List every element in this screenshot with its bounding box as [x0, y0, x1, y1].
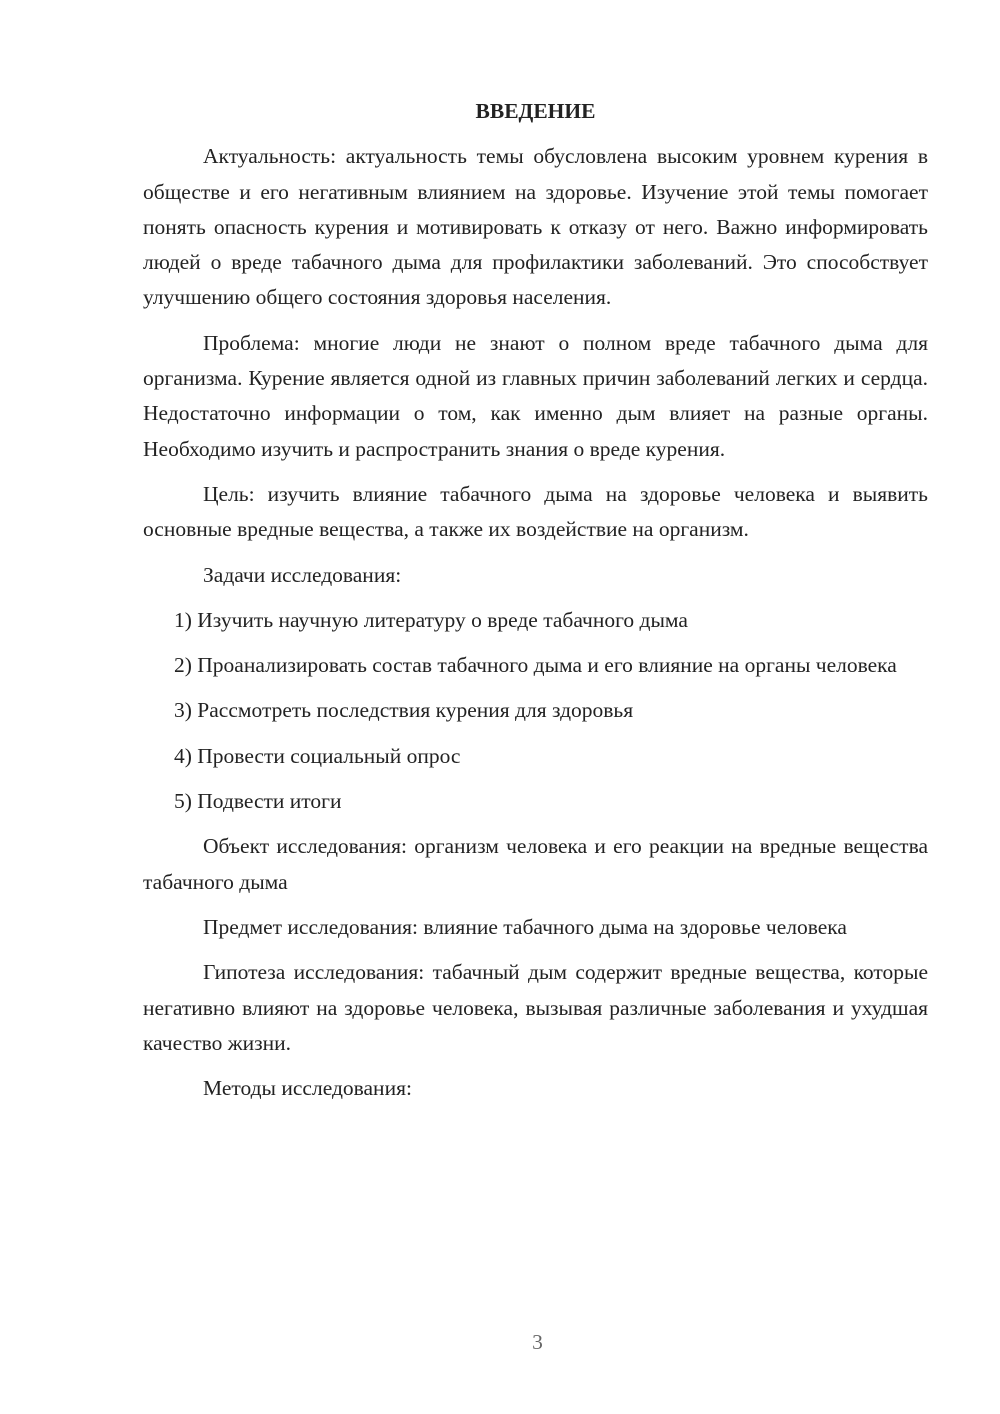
- page-title: ВВЕДЕНИЕ: [475, 99, 596, 123]
- task-item-1: 1) Изучить научную литературу о вреде табачного дыма: [174, 607, 688, 632]
- methods-label: Методы исследования:: [203, 1076, 412, 1101]
- task-item-2: 2) Проанализировать состав табачного дыма и его влияние на органы человека: [174, 653, 897, 678]
- task-item-4: 4) Провести социальный опрос: [174, 743, 461, 768]
- subject-paragraph: Предмет исследования: влияние табачного дыма на здоровье человека: [203, 914, 847, 939]
- hypothesis-paragraph: Гипотеза исследования: табачный дым содержит вредные вещества, которые негативно влияют на здоровье человека, вызывая различные заболевания и ухудшая качество жизни.: [143, 960, 928, 1055]
- task-item-5: 5) Подвести итоги: [174, 789, 342, 814]
- problem-paragraph: Проблема: многие люди не знают о полном вреде табачного дыма для организма. Курение является одной из главных причин заболеваний легких и сердца. Недостаточно информации о том, как именно дым влияет на разные органы. Необходимо изучить и распространить знания о вреде курения.: [143, 330, 928, 461]
- object-paragraph: Объект исследования: организм человека и его реакции на вредные вещества табачного дыма: [143, 834, 928, 894]
- relevance-paragraph: Актуальность: актуальность темы обусловлена высоким уровнем курения в обществе и его негативным влиянием на здоровье. Изучение этой темы помогает понять опасность курения и мотивировать к отказу от него. Важно информировать людей о вреде табачного дыма для профилактики заболеваний. Это способствует улучшению общего состояния здоровья населения.: [143, 144, 928, 310]
- tasks-label: Задачи исследования:: [203, 562, 402, 587]
- page-content: [143, 94, 928, 1116]
- page-number: 3: [532, 1330, 543, 1354]
- goal-paragraph: Цель: изучить влияние табачного дыма на здоровье человека и выявить основные вредные вещества, а также их воздействие на организм.: [143, 481, 928, 542]
- task-item-3: 3) Рассмотреть последствия курения для здоровья: [174, 698, 634, 723]
